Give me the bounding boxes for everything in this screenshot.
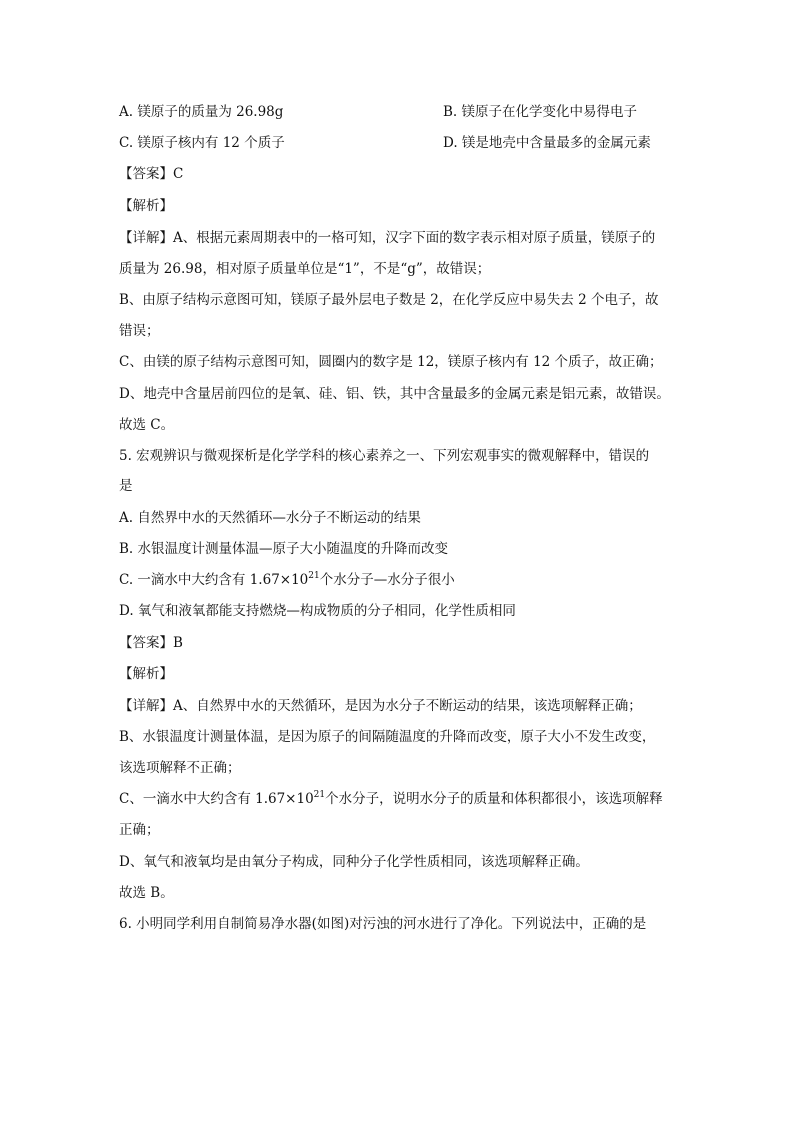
q5-stem-line: 是: [119, 478, 133, 494]
q5-detail-line: 该选项解释不正确；: [119, 760, 241, 776]
q5-detail-text: C、一滴水中大约含有 1.67×10: [119, 791, 314, 807]
q5-option-c-text-end: 个水分子—水分子很小: [319, 572, 455, 588]
q5-answer: 【答案】B: [119, 635, 183, 651]
q5-detail-line: 正确；: [119, 822, 160, 838]
q5-detail-text-end: 个水分子，说明水分子的质量和体积都很小，该选项解释: [325, 791, 663, 807]
q5-stem-line: 5. 宏观辨识与微观探析是化学学科的核心素养之一、下列宏观事实的微观解释中，错误的: [119, 448, 650, 464]
q4-analysis-label: 【解析】: [119, 198, 173, 214]
q5-option-d: D. 氧气和液氧都能支持燃烧—构成物质的分子相同，化学性质相同: [119, 603, 516, 619]
q5-option-c-exponent: 21: [308, 571, 320, 581]
q5-option-c: [119, 570, 689, 590]
q5-option-a: A. 自然界中水的天然循环—水分子不断运动的结果: [119, 510, 421, 526]
q4-detail-line: 错误；: [119, 323, 160, 339]
q4-option-b: B. 镁原子在化学变化中易得电子: [443, 104, 638, 120]
q4-detail-line: 【详解】A、根据元素周期表中的一格可知，汉字下面的数字表示相对原子质量，镁原子的: [119, 230, 656, 246]
q4-detail-line: D、地壳中含量居前四位的是氧、硅、铝、铁，其中含量最多的金属元素是铝元素，故错误。: [119, 386, 670, 402]
q4-detail-line: 质量为 26.98，相对原子质量单位是“1”，不是“g”，故错误；: [119, 261, 491, 277]
q5-detail-line: B、水银温度计测量体温，是因为原子的间隔随温度的升降而改变，原子大小不发生改变，: [119, 729, 656, 745]
q5-conclusion: 故选 B。: [119, 885, 174, 901]
q4-options-row-2: [119, 133, 679, 153]
q5-detail-exponent: 21: [313, 790, 326, 800]
q4-detail-line: B、由原子结构示意图可知，镁原子最外层电子数是 2，在化学反应中易失去 2 个电子，故: [119, 292, 659, 308]
q5-detail-line: [119, 789, 689, 809]
q6-stem: 6. 小明同学利用自制简易净水器(如图)对污浊的河水进行了净化。下列说法中，正确的是: [119, 916, 647, 932]
q5-option-c-text: C. 一滴水中大约含有 1.67×10: [119, 572, 309, 588]
q4-option-a: A. 镁原子的质量为 26.98g: [119, 104, 284, 120]
q4-conclusion: 故选 C。: [119, 417, 175, 433]
q4-detail-line: C、由镁的原子结构示意图可知，圆圈内的数字是 12，镁原子核内有 12 个质子，故正确；: [119, 354, 663, 370]
q5-option-b: B. 水银温度计测量体温—原子大小随温度的升降而改变: [119, 541, 449, 557]
q4-option-d: D. 镁是地壳中含量最多的金属元素: [443, 135, 651, 151]
q5-detail-line: 【详解】A、自然界中水的天然循环，是因为水分子不断运动的结果，该选项解释正确；: [119, 698, 642, 714]
q5-analysis-label: 【解析】: [119, 666, 173, 682]
q4-options-row-1: [119, 102, 679, 122]
q4-answer: 【答案】C: [119, 166, 184, 182]
q5-detail-line: D、氧气和液氧均是由氧分子构成，同种分子化学性质相同，该选项解释正确。: [119, 854, 589, 870]
q4-option-c: C. 镁原子核内有 12 个质子: [119, 135, 285, 151]
